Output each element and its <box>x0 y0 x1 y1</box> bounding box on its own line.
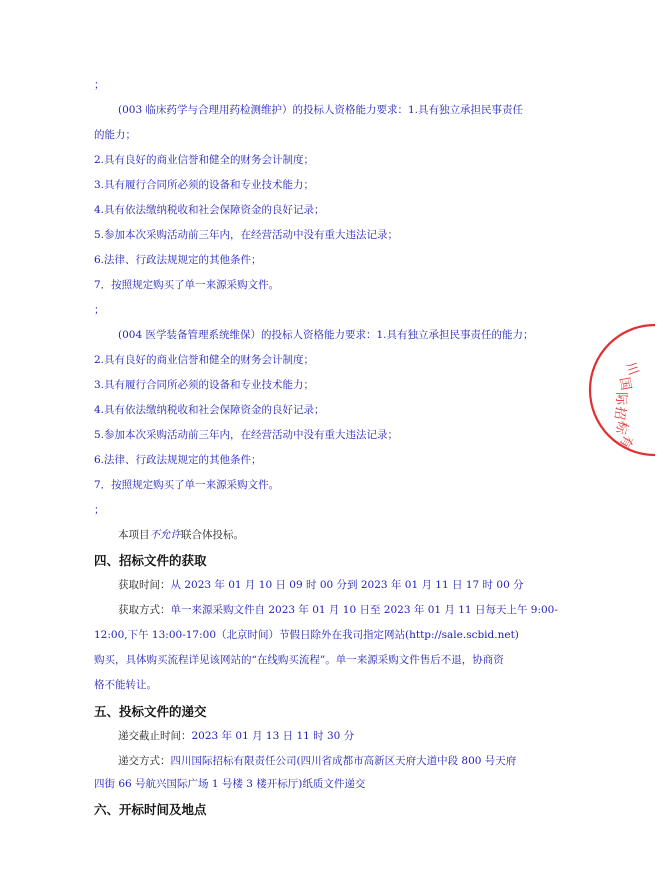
acquire-method-line4: 格不能转让。 <box>94 679 157 691</box>
list-item: 6.法律、行政法规规定的其他条件； <box>94 454 262 466</box>
acquire-time-label: 获取时间： <box>118 579 171 591</box>
separator: ； <box>94 79 105 91</box>
joint-suffix: 联合体投标。 <box>181 529 244 541</box>
seal-char: 有 <box>616 432 636 451</box>
acquire-method <box>118 603 558 617</box>
list-item: 4.具有依法缴纳税收和社会保障资金的良好记录； <box>94 204 325 216</box>
submit-method-line2: 四街 66 号航兴国际广场 1 号楼 3 楼开标厅)纸质文件递交 <box>94 778 366 790</box>
separator: ； <box>94 304 105 316</box>
block-004-intro: (004 医学装备管理系统维保）的投标人资格能力要求：1.具有独立承担民事责任的能力； <box>118 329 534 341</box>
block-003-intro: (003 临床药学与合理用药检测维护）的投标人资格能力要求：1.具有独立承担民事责任 <box>118 104 523 116</box>
list-item: 5.参加本次采购活动前三年内，在经营活动中没有重大违法记录； <box>94 429 399 441</box>
seal-char: 际 <box>613 392 628 406</box>
company-seal-stamp <box>600 320 670 460</box>
submit-deadline-label: 递交截止时间： <box>118 730 192 742</box>
section-5-title: 五、投标文件的递交 <box>94 704 207 719</box>
joint-bid-statement <box>118 528 244 542</box>
list-item: 6.法律、行政法规规定的其他条件； <box>94 254 262 266</box>
separator: ； <box>94 504 105 516</box>
submit-method-label: 递交方式： <box>118 755 171 767</box>
submit-method-line1: 四川国际招标有限责任公司(四川省成都市高新区天府大道中段 800 号天府 <box>170 755 517 767</box>
block-003-intro-cont: 的能力； <box>94 129 136 141</box>
acquire-method-line2: 12:00,下午 13:00-17:00（北京时间）节假日除外在我司指定网站(http://sale.scbid.net) <box>94 629 519 641</box>
section-6-title: 六、开标时间及地点 <box>94 802 207 817</box>
acquire-time <box>118 578 524 592</box>
list-item: 2.具有良好的商业信誉和健全的财务会计制度； <box>94 154 315 166</box>
joint-value: 不允许 <box>149 529 181 541</box>
list-item: 7．按照规定购买了单一来源采购文件。 <box>94 279 280 291</box>
list-item: 7．按照规定购买了单一来源采购文件。 <box>94 479 280 491</box>
submit-method <box>118 754 516 768</box>
list-item: 5.参加本次采购活动前三年内，在经营活动中没有重大违法记录； <box>94 229 399 241</box>
list-item: 3.具有履行合同所必须的设备和专业技术能力； <box>94 379 315 391</box>
section-4-title: 四、招标文件的获取 <box>94 553 207 568</box>
list-item: 2.具有良好的商业信誉和健全的财务会计制度； <box>94 354 315 366</box>
list-item: 4.具有依法缴纳税收和社会保障资金的良好记录； <box>94 404 325 416</box>
list-item: 3.具有履行合同所必须的设备和专业技术能力； <box>94 179 315 191</box>
submit-deadline-value: 2023 年 01 月 13 日 11 时 30 分 <box>191 730 355 742</box>
seal-char: 招 <box>610 405 628 421</box>
submit-deadline <box>118 729 354 743</box>
seal-char: 标 <box>611 418 631 436</box>
acquire-method-line1: 单一来源采购文件自 2023 年 01 月 10 日至 2023 年 01 月 11 日每天上午 9:00- <box>170 604 558 616</box>
seal-char: 川 <box>622 360 641 378</box>
acquire-method-label: 获取方式： <box>118 604 171 616</box>
seal-char: 国 <box>616 376 634 392</box>
acquire-time-value: 从 2023 年 01 月 10 日 09 时 00 分到 2023 年 01 月 11 日 17 时 00 分 <box>170 579 524 591</box>
acquire-method-line3: 购买，具体购买流程详见该网站的“在线购买流程”。单一来源采购文件售后不退，协商资 <box>94 654 504 666</box>
joint-prefix: 本项目 <box>118 529 150 541</box>
